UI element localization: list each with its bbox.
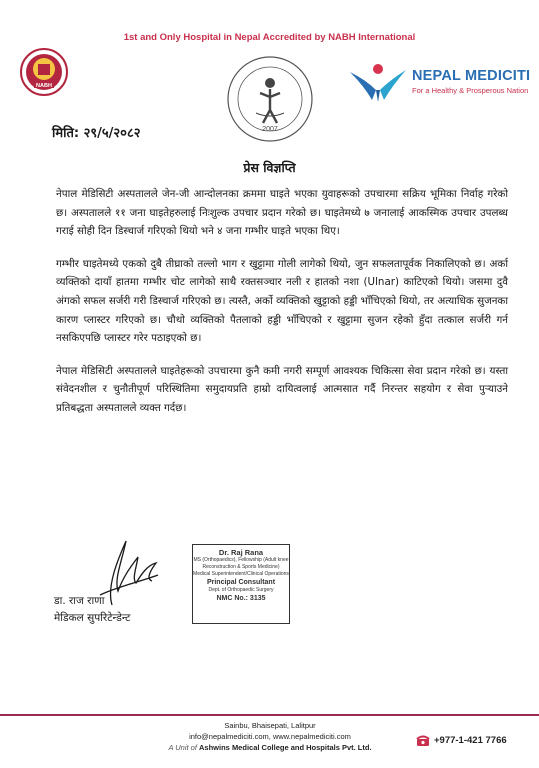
- footer-unit-name: Ashwins Medical College and Hospitals Pvt. Ltd.: [199, 743, 372, 752]
- signer-block: [54, 593, 130, 627]
- footer-address: Sainbu, Bhaisepati, Lalitpur: [224, 721, 316, 730]
- telephone-icon: [416, 735, 430, 746]
- stamp-line-1: MS (Orthopaedics), Fellowship (Adult knee: [193, 557, 289, 563]
- footer-contact: info@nepalmediciti.com, www.nepalmediciti.com: [189, 732, 351, 741]
- letter-body: [56, 185, 508, 432]
- paragraph-2: गम्भीर घाइतेमध्ये एकको दुबै तीघ्राको तल्लो भाग र खुट्टामा गोली लागेको थियो, जुन सफलतापूर्वक निकालिएको छ। अर्का व्यक्तिको दायाँ हातमा गम्भीर चोट लागेको साथै रक्तसञ्चार नली र हातको नशा (Ulnar) काटिएको थियो। जसमा दुवै अंगको सफल सर्जरी गरी डिस्चार्ज गरिएको छ। त्यस्तै, अर्को व्यक्तिको खुट्टाको हड्डी भाँचिएको थियो, तर अत्याधिक सुजनका कारण प्लास्टर गरिएको छ। चौथो व्यक्तिको पैतलाको हड्डी भाँचिएको र खुट्टामा सुजन रहेको हुँदा तत्काल सर्जरी गर्न नसकिएपछि प्लास्टर गरेर पठाइएको छ।: [56, 257, 508, 345]
- stamp-role: Principal Consultant: [206, 579, 276, 586]
- brand-name: NEPAL MEDICITI: [412, 68, 531, 84]
- nabh-logo: [20, 48, 68, 96]
- stamp-line-3: Medical Superintendent/Clinical Operations: [193, 571, 289, 577]
- svg-text:2007: 2007: [262, 126, 278, 133]
- stamp-nmc: NMC No.: 3135: [216, 595, 266, 602]
- hospital-seal: [226, 55, 314, 143]
- footer-phone: [416, 735, 507, 746]
- stamp-dept: Dept. of Orthopaedic Surgery: [208, 587, 274, 593]
- footer-divider: [0, 714, 539, 716]
- nepal-mediciti-logo: [344, 60, 414, 104]
- letter-date: मिति: २९/५/२०८२: [52, 126, 141, 141]
- paragraph-3: नेपाल मेडिसिटी अस्पतालले घाइतेहरूको उपचारमा कुनै कमी नगरी सम्पूर्ण आवश्यक चिकित्सा सेवा प्रदान गरेको छ। यस्ता संवेदनशील र चुनौतीपूर्ण परिस्थितिमा समुदायप्रति हाम्रो दायित्वलाई आत्मसात गर्दै निरन्तर सहयोग र सेवा पुर्‍याउने प्रतिबद्धता अस्पतालले व्यक्त गर्दछ।: [56, 364, 508, 414]
- footer-unit-prefix: A Unit of: [168, 743, 197, 752]
- svg-text:NABH: NABH: [36, 83, 52, 89]
- footer-unit: [138, 742, 402, 753]
- signer-title: मेडिकल सुपरिटेन्डेन्ट: [54, 612, 131, 624]
- stamp-line-2: Reconstruction & Sports Medicine): [202, 564, 280, 570]
- footer-info: [138, 720, 402, 753]
- header-tagline: 1st and Only Hospital in Nepal Accredited by NABH International: [123, 32, 416, 43]
- letter-heading: प्रेस विज्ञप्ति: [243, 160, 296, 175]
- doctor-stamp: [192, 544, 290, 624]
- signer-name: डा. राज राणा: [54, 595, 105, 607]
- phone-number: +977-1-421 7766: [434, 735, 507, 747]
- brand-block: [412, 68, 530, 95]
- stamp-name: Dr. Raj Rana: [218, 548, 264, 557]
- paragraph-1: नेपाल मेडिसिटी अस्पतालले जेन-जी आन्दोलनका क्रममा घाइते भएका युवाहरूको उपचारमा सक्रिय भूमिका निर्वाह गरेको छ। अस्पतालले ११ जना घाइतेहरुलाई निःशुल्क उपचार प्रदान गरेको छ। घाइतेमध्ये ७ जनालाई आकस्मिक उपचार उपलब्ध गराई सोही दिन डिस्चार्ज गरिएको थियो भने ४ जना गम्भीर घाइते भएका थिए।: [56, 188, 508, 238]
- brand-slogan: For a Healthy & Prosperous Nation: [412, 86, 529, 95]
